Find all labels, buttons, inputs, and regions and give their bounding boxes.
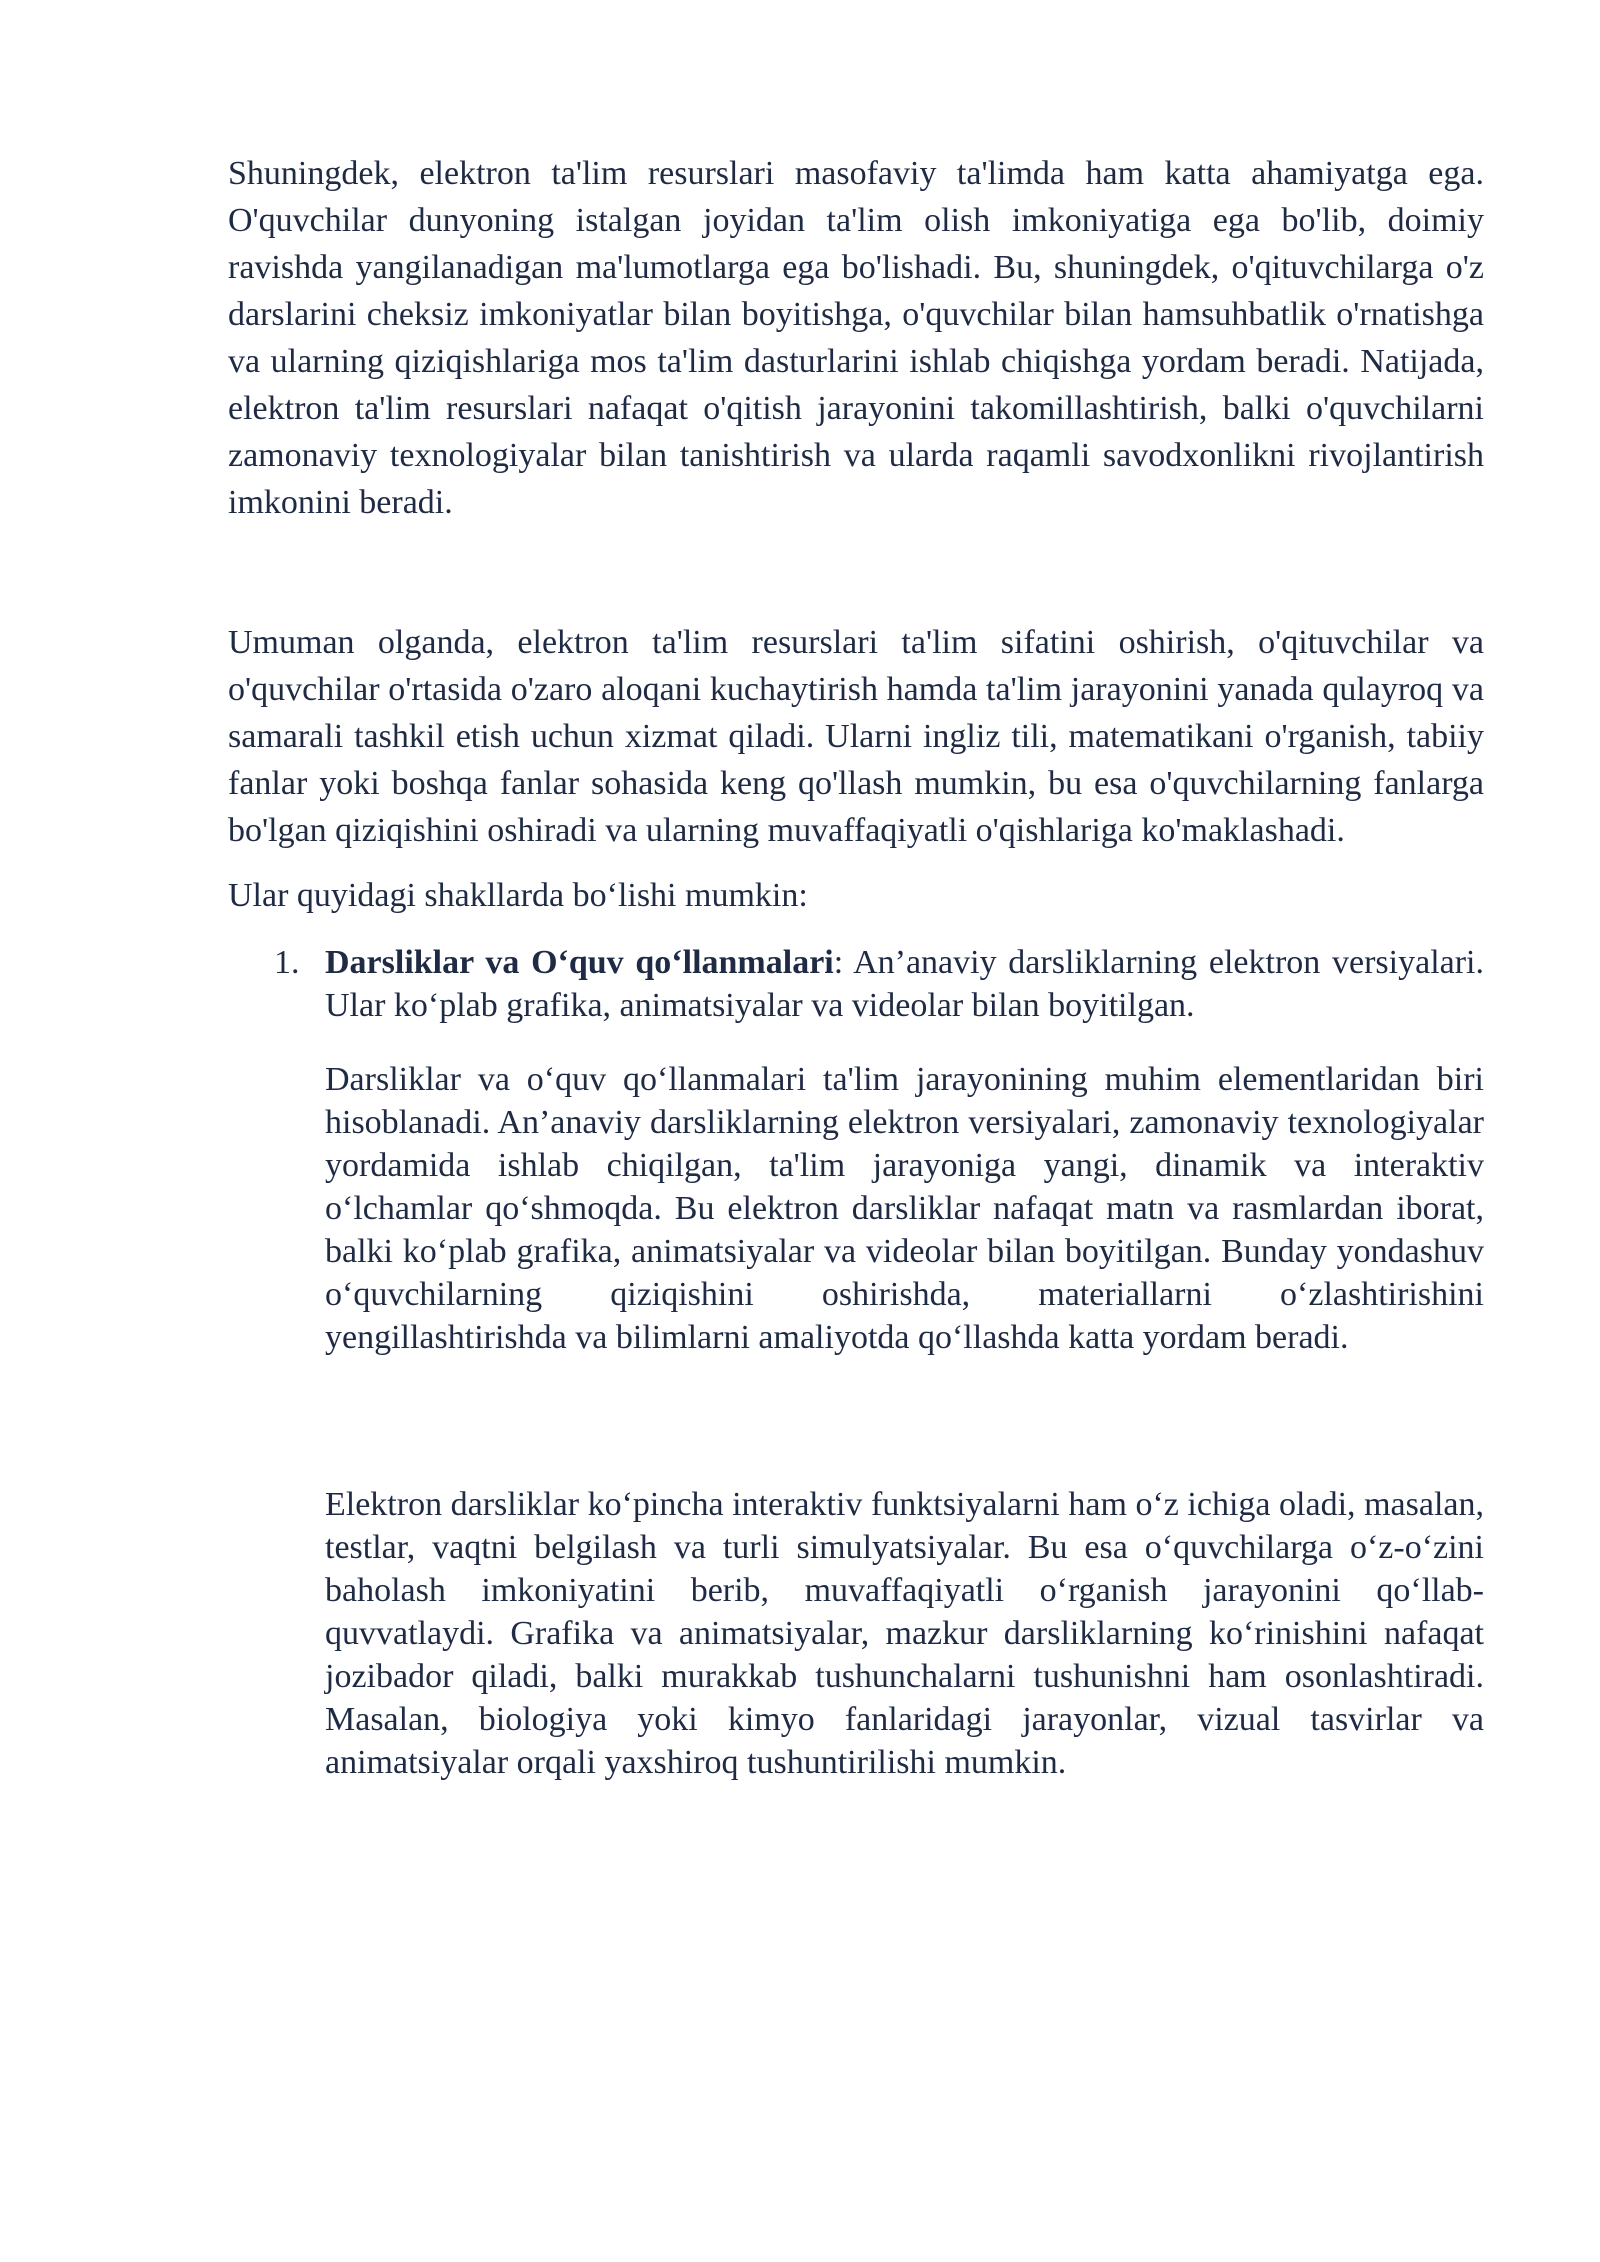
list-item-separator: : [833, 944, 844, 981]
list-item-title: Darsliklar va O‘quv qo‘llanmalari [325, 944, 834, 981]
list-item-text: An’anaviy darsliklarning elektron versiyalari. Ular ko‘plab grafika, animatsiyalar va videolar bilan boyitilgan. [325, 944, 1485, 1024]
list-item-paragraph-textbooks: Darsliklar va o‘quv qo‘llanmalari ta'lim jarayonining muhim elementlaridan biri hisoblanadi. An’anaviy darsliklarning elektron versiyalari, zamonaviy texnologiyalar yordamida ishlab chiqilgan, ta'lim jarayoniga yangi, dinamik va interaktiv o‘lchamlar qo‘shmoqda. Bu elektron darsliklar nafaqat matn va rasmlardan iborat, balki ko‘plab grafika, animatsiyalar va videolar bilan boyitilgan. Bunday yondashuv o‘quvchilarning qiziqishini oshirishda, materiallarni o‘zlashtirishini yengillashtirishda va bilimlarni amaliyotda qo‘llashda katta yordam beradi. [325, 1061, 1484, 1356]
document-page [228, 150, 1484, 1784]
paragraph-list-intro: Ular quyidagi shakllarda bo‘lishi mumkin: [228, 877, 808, 914]
paragraph-summary: Umuman olganda, elektron ta'lim resurslari ta'lim sifatini oshirish, o'qituvchilar va o'quvchilar o'rtasida o'zaro aloqani kuchaytirish hamda ta'lim jarayonini yanada qulayroq va samarali tashkil etish uchun xizmat qiladi. Ularni ingliz tili, matematikani o'rganish, tabiiy fanlar yoki boshqa fanlar sohasida keng qo'llash mumkin, bu esa o'quvchilarning fanlarga bo'lgan qiziqishini oshiradi va ularning muvaffaqiyatli o'qishlariga ko'maklashadi. [228, 624, 1484, 849]
resource-forms-list [228, 941, 1484, 1784]
list-item-paragraph-interactive: Elektron darsliklar ko‘pincha interaktiv funktsiyalarni ham o‘z ichiga oladi, masalan, testlar, vaqtni belgilash va turli simulyatsiyalar. Bu esa o‘quvchilarga o‘z-o‘zini baholash imkoniyatini berib, muvaffaqiyatli o‘rganish jarayonini qo‘llab-quvvatlaydi. Grafika va animatsiyalar, mazkur darsliklarning ko‘rinishini nafaqat jozibador qiladi, balki murakkab tushunchalarni tushunishni ham osonlashtiradi. Masalan, biologiya yoki kimyo fanlaridagi jarayonlar, vizual tasvirlar va animatsiyalar orqali yaxshiroq tushuntirilishi mumkin. [325, 1486, 1484, 1781]
list-item-number: 1. [274, 944, 300, 981]
paragraph-distance-learning: Shuningdek, elektron ta'lim resurslari masofaviy ta'limda ham katta ahamiyatga ega. O'quvchilar dunyoning istalgan joyidan ta'lim olish imkoniyatiga ega bo'lib, doimiy ravishda yangilanadigan ma'lumotlarga ega bo'lishadi. Bu, shuningdek, o'qituvchilarga o'z darslarini cheksiz imkoniyatlar bilan boyitishga, o'quvchilar bilan hamsuhbatlik o'rnatishga va ularning qiziqishlariga mos ta'lim dasturlarini ishlab chiqishga yordam beradi. Natijada, elektron ta'lim resurslari nafaqat o'qitish jarayonini takomillashtirish, balki o'quvchilarni zamonaviy texnologiyalar bilan tanishtirish va ularda raqamli savodxonlikni rivojlantirish imkonini beradi. [228, 155, 1484, 521]
list-item-heading [325, 941, 1484, 1027]
list-item [228, 941, 1484, 1784]
